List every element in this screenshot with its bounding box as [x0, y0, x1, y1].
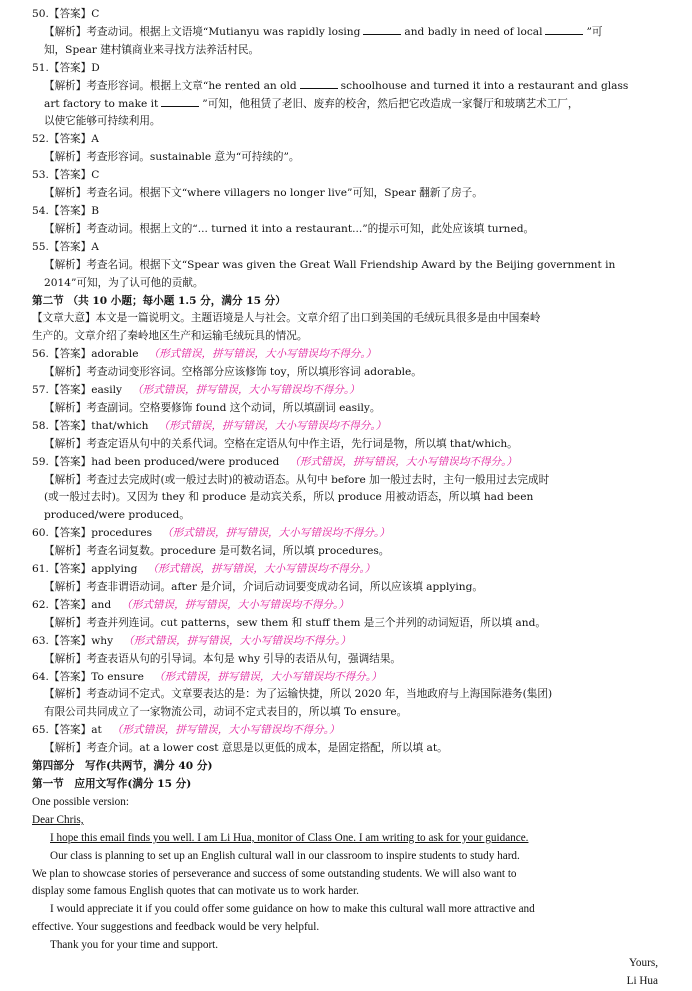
- blank-line: [300, 78, 338, 89]
- grading-note: （形式错误，拼写错误，大小写错误均不得分。）: [148, 348, 377, 361]
- letter-paragraph-1: I hope this email finds you well. I am Li Hua, monitor of Class One. I am writing to ask for your guidance.: [50, 831, 529, 844]
- part-4-heading: 第四部分 写作(共两节，满分 40 分): [32, 760, 213, 773]
- grading-note: （形式错误，拼写错误，大小写错误均不得分。）: [158, 419, 387, 432]
- q50-explanation-cont: 知，Spear 建村镇商业来寻找方法养活村民。: [44, 43, 260, 56]
- q51-explanation-cont-2: 以使它能够可持续利用。: [44, 115, 161, 128]
- section-1-heading: 第一节 应用文写作(满分 15 分): [32, 777, 192, 790]
- section-2-heading: 第二节 （共 10 小题；每小题 1.5 分，满分 15 分）: [32, 294, 286, 307]
- q51-exp-text-3: art factory to make it: [44, 97, 159, 110]
- q50-exp-text-3: ”可: [586, 25, 603, 38]
- q56-answer-text: 56.【答案】adorable: [32, 348, 139, 361]
- q53-explanation: 【解析】考查名词。根据下文“where villagers no longer live”可知，Spear 翻新了房子。: [44, 187, 483, 200]
- grading-note: （形式错误，拼写错误，大小写错误均不得分。）: [289, 455, 518, 468]
- letter-paragraph-2-cont: We plan to showcase stories of perseverance and success of some outstanding students. We will also want to: [32, 867, 517, 880]
- q51-exp-text: 【解析】考查形容词。根据上文章“he rented an old: [44, 79, 297, 92]
- q62-explanation: 【解析】考查并列连词。cut patterns，sew them 和 stuff them 是三个并列的动词短语，所以填 and。: [44, 616, 546, 629]
- grading-note: （形式错误，拼写错误，大小写错误均不得分。）: [121, 598, 349, 611]
- q63-answer: [32, 633, 664, 651]
- grading-note: （形式错误，拼写错误，大小写错误均不得分。）: [153, 670, 382, 683]
- q52-answer: 52.【答案】A: [32, 133, 99, 146]
- q54-explanation: 【解析】考查动词。根据上文的“... turned it into a restaurant...”的提示可知，此处应该填 turned。: [44, 222, 535, 235]
- q56-answer: [32, 346, 664, 364]
- q51-answer: 51.【答案】D: [32, 61, 100, 74]
- q60-answer: [32, 525, 664, 543]
- q56-explanation: 【解析】考查动词变形容词。空格部分应该修饰 toy，所以填形容词 adorable。: [44, 366, 422, 379]
- q55-answer: 55.【答案】A: [32, 240, 99, 253]
- blank-line: [363, 24, 401, 35]
- q51-exp-text-4: ”可知，他租赁了老旧、废弃的校舍，然后把它改造成一家餐厅和玻璃艺术工厂，: [202, 97, 579, 110]
- letter-greeting: Dear Chris,: [32, 813, 84, 826]
- q62-answer: [32, 597, 664, 615]
- q64-answer: [32, 669, 664, 687]
- letter-paragraph-4: Thank you for your time and support.: [50, 939, 219, 952]
- letter-signature: Li Hua: [626, 974, 658, 987]
- q50-explanation: [32, 24, 664, 42]
- q51-explanation: [32, 78, 664, 96]
- q50-answer: 50.【答案】C: [32, 8, 100, 20]
- q63-answer-text: 63.【答案】why: [32, 634, 114, 647]
- grading-note: （形式错误，拼写错误，大小写错误均不得分。）: [132, 384, 360, 397]
- q61-answer-text: 61.【答案】applying: [32, 563, 138, 576]
- q61-answer: [32, 561, 664, 579]
- letter-closing: Yours,: [628, 957, 658, 970]
- blank-line: [545, 24, 583, 35]
- article-summary-cont: 生产的。文章介绍了秦岭地区生产和运输毛绒玩具的情况。: [32, 330, 308, 343]
- q58-answer: [32, 418, 664, 436]
- q61-explanation: 【解析】考查非谓语动词。after 是介词，介词后动词要变成动名词，所以应该填 applying。: [44, 581, 483, 593]
- q65-answer-text: 65.【答案】at: [32, 724, 102, 737]
- grading-note: （形式错误，拼写错误，大小写错误均不得分。）: [147, 563, 376, 576]
- q65-explanation: 【解析】考查介词。at a lower cost 意思是以更低的成本，是固定搭配，所以填 at。: [44, 742, 448, 755]
- q52-explanation: 【解析】考查形容词。sustainable 意为“可持续的”。: [44, 151, 300, 164]
- q58-answer-text: 58.【答案】that/which: [32, 419, 149, 432]
- q57-answer: [32, 382, 664, 400]
- letter-paragraph-3-cont: effective. Your suggestions and feedback would be very helpful.: [32, 921, 320, 934]
- q54-answer: 54.【答案】B: [32, 204, 100, 217]
- q64-explanation-cont: 有限公司共同成立了一家物流公司，动词不定式表目的，所以填 To ensure。: [44, 706, 408, 719]
- q51-exp-text-2: schoolhouse and turned it into a restaurant and glass: [340, 79, 629, 92]
- q55-explanation: 【解析】考查名词。根据下文“Spear was given the Great Wall Friendship Award by the Beijing government in: [44, 258, 616, 271]
- q57-explanation: 【解析】考查副词。空格要修饰 found 这个动词，所以填副词 easily。: [44, 401, 381, 414]
- q59-answer-text: 59.【答案】had been produced/were produced: [32, 455, 280, 468]
- grading-note: （形式错误，拼写错误，大小写错误均不得分。）: [111, 724, 340, 737]
- blank-line: [161, 96, 199, 107]
- letter-version: One possible version:: [32, 795, 129, 808]
- q50-exp-text: 【解析】考查动词。根据上文语境“Mutianyu was rapidly losing: [44, 25, 361, 38]
- q59-explanation-cont-2: produced/were produced。: [44, 509, 190, 522]
- q53-answer: 53.【答案】C: [32, 169, 100, 182]
- q64-answer-text: 64.【答案】To ensure: [32, 670, 144, 683]
- letter-paragraph-3: I would appreciate it if you could offer some guidance on how to make this cultural wall more attractive and: [50, 903, 535, 916]
- letter-paragraph-2: Our class is planning to set up an English cultural wall in our classroom to inspire students to study hard.: [50, 849, 520, 862]
- grading-note: （形式错误，拼写错误，大小写错误均不得分。）: [162, 527, 390, 540]
- article-summary: 【文章大意】本文是一篇说明文。主题语境是人与社会。文章介绍了出口到美国的毛绒玩具很多是由中国秦岭: [32, 312, 541, 325]
- q59-explanation-cont: (或一般过去时)。又因为 they 和 produce 是动宾关系，所以 produce 用被动语态，所以填 had been: [44, 491, 534, 504]
- q65-answer: [32, 722, 664, 740]
- q59-explanation: 【解析】考查过去完成时(或一般过去时)的被动语态。从句中 before 加一般过去时，主句一般用过去完成时: [44, 473, 550, 486]
- letter-paragraph-2-cont-2: display some famous English quotes that can motivate us to work harder.: [32, 885, 359, 898]
- q58-explanation: 【解析】考查定语从句中的关系代词。空格在定语从句中作主语，先行词是物，所以填 that/which。: [44, 437, 518, 450]
- q64-explanation: 【解析】考查动词不定式。文章要表达的是：为了运输快捷，所以 2020 年，当地政府与上海国际港务(集团): [44, 688, 553, 701]
- q62-answer-text: 62.【答案】and: [32, 598, 112, 611]
- q59-answer: [32, 454, 664, 472]
- q60-answer-text: 60.【答案】procedures: [32, 527, 153, 540]
- q51-explanation-cont: [32, 96, 664, 114]
- q63-explanation: 【解析】考查表语从句的引导词。本句是 why 引导的表语从句，强调结果。: [44, 652, 402, 665]
- q50-exp-text-2: and badly in need of local: [404, 25, 543, 38]
- sample-letter: [32, 794, 664, 991]
- q60-explanation: 【解析】考查名词复数。procedure 是可数名词，所以填 procedures。: [44, 545, 390, 558]
- q55-explanation-cont: 2014”可知，为了认可他的贡献。: [44, 276, 204, 289]
- q57-answer-text: 57.【答案】easily: [32, 384, 123, 397]
- grading-note: （形式错误，拼写错误，大小写错误均不得分。）: [123, 634, 351, 647]
